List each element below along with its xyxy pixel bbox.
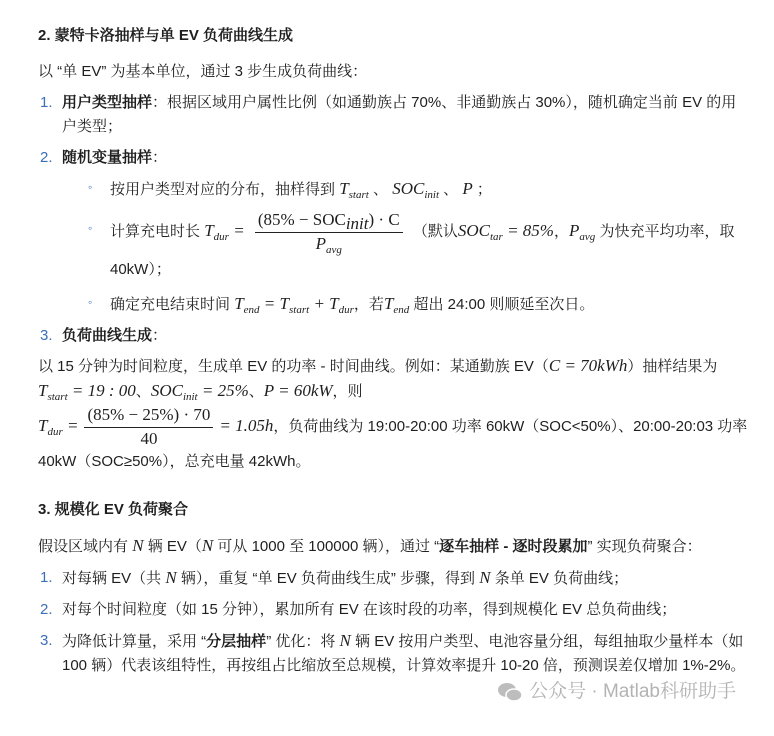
text: 计算充电时长 (110, 222, 201, 240)
math: $T_{dur}$ = (204, 220, 245, 243)
list-item: 1. 对每辆 EV（共 N 辆），重复 “单 EV 负荷曲线生成” 步骤，得到 N 条单 EV 负荷曲线； (38, 566, 748, 591)
list-number: 1. (40, 569, 53, 586)
list-number: 2. (40, 149, 53, 166)
bullet-icon: ◦ (88, 221, 93, 235)
sub-item (62, 292, 748, 317)
section-3-heading: 3. 规模化 EV 负荷聚合 (38, 501, 189, 518)
section-3-intro: 假设区域内有 N 辆 EV（N 可从 1000 至 100000 辆），通过 “逐车抽样 - 逐时段累加” 实现负荷聚合： (38, 536, 702, 555)
text: 为快充平均功率，取 40kW）； (110, 222, 735, 278)
text: 超出 24:00 则顺延至次日。 (413, 296, 595, 313)
math: $SOC_{init}$ (392, 179, 439, 201)
text: （默认 (412, 222, 458, 240)
bold-term: 随机变量抽样 (62, 149, 153, 166)
list-number: 3. (40, 632, 53, 649)
fraction: $\frac{(85\% - SOC_{init}) \cdot C}{P_{avg}}$ (255, 209, 403, 255)
text: ，若 (353, 296, 384, 313)
section-2-intro: 以 “单 EV” 为基本单位，通过 3 步生成负荷曲线： (38, 63, 368, 80)
math: $P_{avg}$ (568, 220, 596, 243)
text: ； (476, 181, 492, 198)
watermark (0, 680, 736, 710)
list-item: 2. 对每个时间粒度（如 15 分钟），累加所有 EV 在该时段的功率，得到规模化 EV 总负荷曲线； (38, 598, 748, 622)
math: $T_{start}$ (339, 179, 369, 201)
list-item (38, 324, 748, 348)
section-3-list (38, 566, 748, 678)
bullet-icon: ◦ (88, 180, 93, 194)
watermark-text: 公众号 · Matlab科研助手 (529, 681, 736, 702)
list-item: 3. 为降低计算量，采用 “分层抽样” 优化：将 N 辆 EV 按用户类型、电池容量分组，每组抽取少量样本（如 100 辆）代表该组特性，再按组占比缩放至总规模，计算效率提升 10-20 倍，预测误差仅增加 1%-2%。 (40, 631, 746, 674)
text: 按用户类型对应的分布，抽样得到 (110, 181, 336, 198)
sub-item (62, 209, 748, 285)
section-2-heading: 2. 蒙特卡洛抽样与单 EV 负荷曲线生成 (38, 27, 294, 44)
bold-term: 用户类型抽样 (62, 94, 153, 111)
item-text: ： (152, 327, 168, 344)
list-item (38, 91, 748, 139)
math: $T_{end} = T_{start} + T_{dur}$ (234, 294, 354, 316)
list-item (38, 146, 748, 317)
text: 确定充电结束时间 (110, 296, 231, 313)
text: 、 (373, 181, 389, 198)
list-number: 3. (40, 327, 53, 344)
wechat-icon (497, 682, 523, 702)
list-number: 2. (40, 601, 53, 618)
sub-item (62, 177, 748, 202)
math: $SOC_{tar} = 85\%$ (457, 220, 554, 243)
item-text: ：根据区域用户属性比例（如通勤族占 70%、非通勤族占 30%），随机确定当前 EV 的用户类型； (62, 94, 737, 135)
section-2-list (38, 91, 748, 348)
list-number: 1. (40, 94, 53, 111)
text: ， (553, 222, 569, 240)
item-text: ： (152, 149, 168, 166)
bold-term: 负荷曲线生成 (62, 327, 153, 344)
bullet-icon: ◦ (88, 295, 93, 309)
text: 、 (443, 181, 459, 198)
document (38, 0, 748, 678)
example-paragraph: 以 15 分钟为时间粒度，生成单 EV 的功率 - 时间曲线。例如：某通勤族 EV（C = 70kWh）抽样结果为 $T_{start} = 19$ : 00、$SOC_{init} = 25\%$、P = 60kW，则 $T_{dur}$ = $\frac{(85\% - 25\%) \cdot 70}{40}$ = 1.05h，负荷曲线为 19:00-20:00 功率 60kW（SOC<50%）、20:00-20:03 功率 40kW（SOC≥50%），总充电量 42kWh。 (38, 356, 748, 470)
math: $T_{end}$ (383, 294, 410, 316)
math: P (462, 179, 473, 198)
fraction: $\frac{(85\% - 25\%) \cdot 70}{40}$ (84, 404, 213, 450)
